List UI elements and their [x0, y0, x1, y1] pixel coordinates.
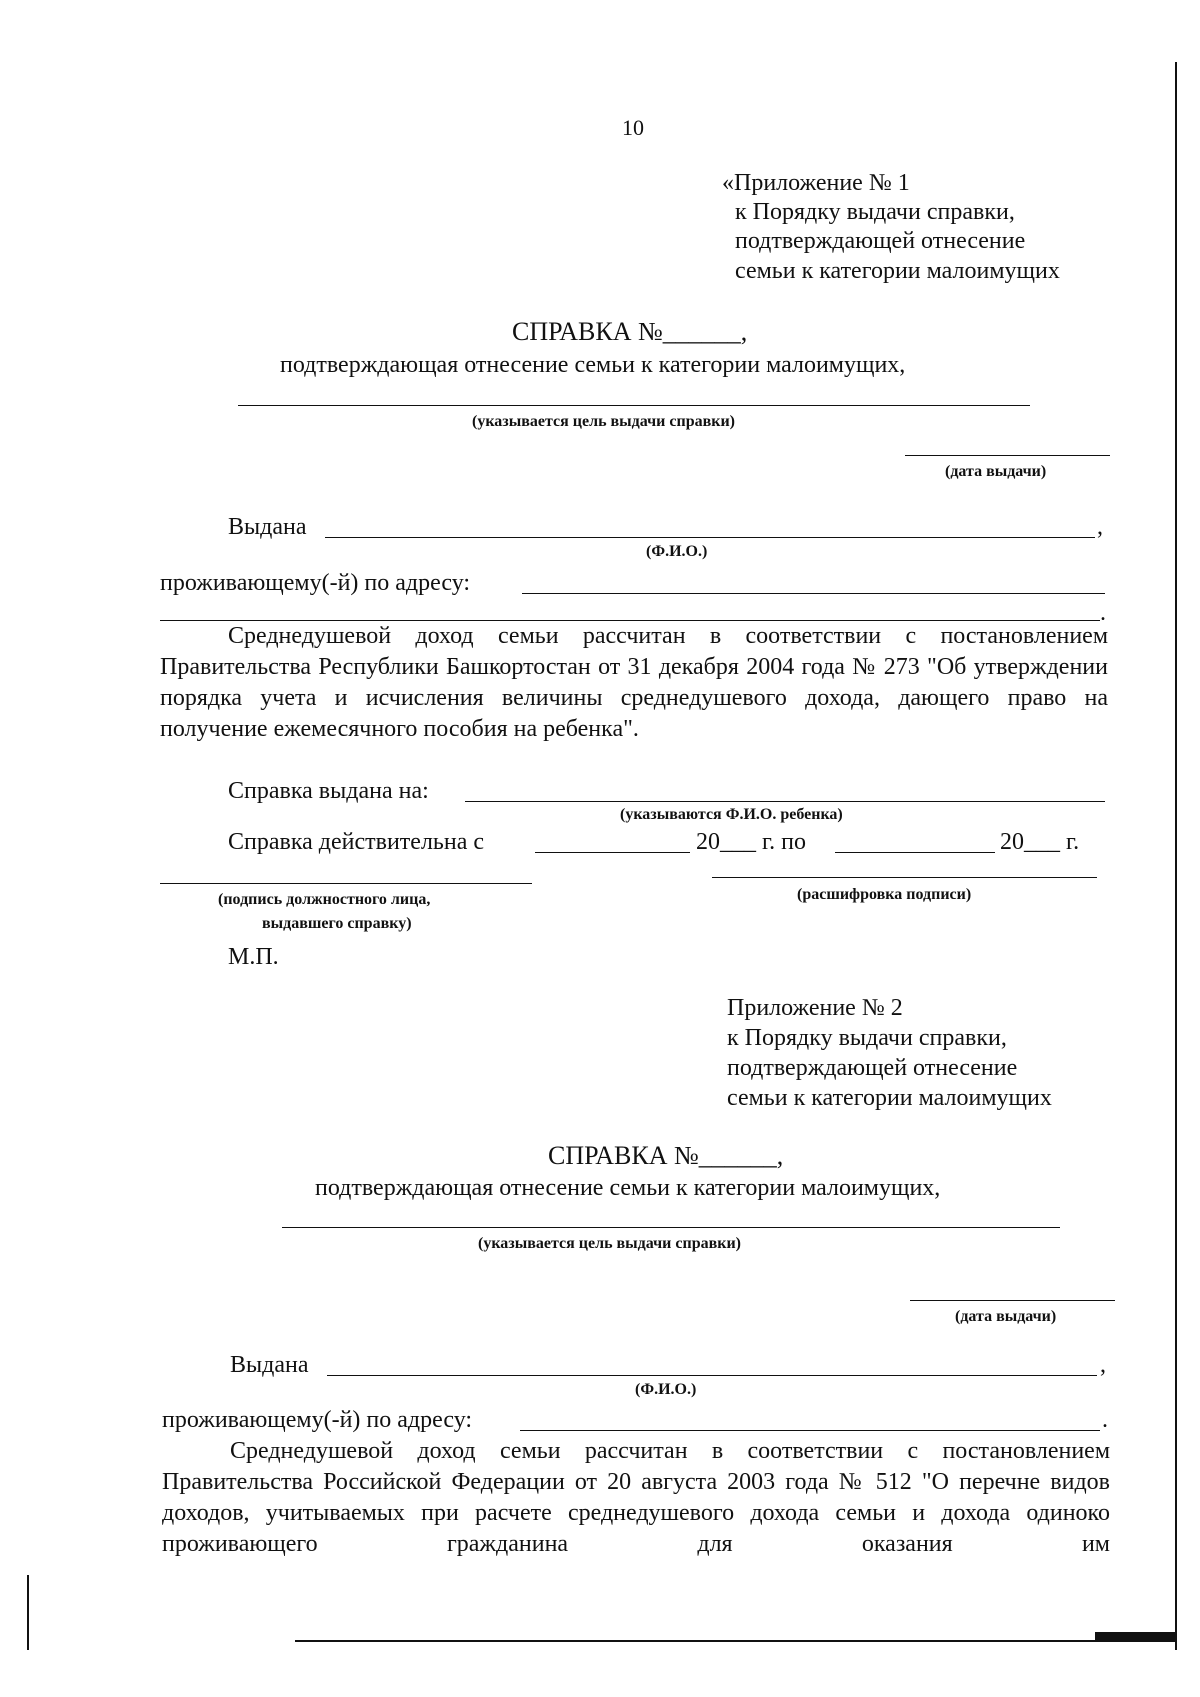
- appendix2-fio-caption: (Ф.И.О.): [635, 1381, 697, 1398]
- appendix1-date-line: [905, 455, 1110, 456]
- appendix1-header-line3: подтверждающей отнесение: [735, 228, 1026, 254]
- appendix2-address-period: .: [1102, 1407, 1108, 1433]
- appendix2-subtitle: подтверждающая отнесение семьи к категории малоимущих,: [315, 1175, 941, 1201]
- appendix1-issued-for-label: Справка выдана на:: [228, 778, 429, 804]
- appendix1-header-line2: к Порядку выдачи справки,: [735, 199, 1015, 225]
- appendix1-valid-label: Справка действительна с: [228, 829, 485, 855]
- appendix1-address-period: .: [1100, 600, 1106, 626]
- left-border-line: [27, 1575, 29, 1650]
- appendix1-stamp: М.П.: [228, 944, 279, 970]
- appendix2-title: СПРАВКА №______,: [548, 1141, 784, 1170]
- appendix2-header-line1: Приложение № 2: [727, 995, 903, 1021]
- appendix1-signature-caption-1: (подпись должностного лица,: [218, 891, 431, 908]
- appendix2-date-caption: (дата выдачи): [955, 1308, 1057, 1325]
- appendix1-income-paragraph: Среднедушевой доход семьи рассчитан в соответствии с постановлением Правительства Республики Башкортостан от 31 декабря 2004 года № 273 "Об утверждении порядка учета и исчисления величины среднедушевого дохода, дающего право на получение ежемесячного пособия на ребенка".: [160, 623, 1108, 742]
- right-border-line: [1175, 62, 1177, 1650]
- appendix2-header-line2: к Порядку выдачи справки,: [727, 1025, 1007, 1051]
- appendix2-header-line3: подтверждающей отнесение: [727, 1055, 1018, 1081]
- bottom-border-line: [295, 1640, 1175, 1642]
- bottom-border-thick: [1095, 1632, 1177, 1641]
- appendix2-header-line4: семьи к категории малоимущих: [727, 1085, 1052, 1111]
- appendix1-issued-label: Выдана: [228, 514, 307, 540]
- appendix2-purpose-caption: (указывается цель выдачи справки): [478, 1235, 741, 1252]
- appendix1-valid-end: 20___ г.: [1000, 829, 1080, 855]
- appendix2-fio-comma: ,: [1100, 1352, 1106, 1378]
- appendix2-purpose-line: [282, 1227, 1060, 1228]
- appendix1-subtitle: подтверждающая отнесение семьи к категории малоимущих,: [280, 352, 906, 378]
- appendix2-address-line: [520, 1430, 1100, 1431]
- appendix1-signature-caption-2: выдавшего справку): [262, 915, 412, 932]
- appendix1-address-label: проживающему(-й) по адресу:: [160, 570, 471, 596]
- appendix2-issued-label: Выдана: [230, 1352, 309, 1378]
- appendix1-address-line1: [522, 593, 1105, 594]
- appendix1-purpose-line: [238, 405, 1030, 406]
- appendix1-fio-caption: (Ф.И.О.): [646, 543, 708, 560]
- appendix1-valid-to-line: [835, 852, 995, 853]
- appendix2-fio-line: [327, 1375, 1097, 1376]
- appendix1-child-caption: (указываются Ф.И.О. ребенка): [620, 806, 843, 823]
- appendix1-signature-line: [160, 883, 532, 884]
- appendix1-decode-caption: (расшифровка подписи): [797, 886, 972, 903]
- appendix1-header-line1: «Приложение № 1: [722, 170, 910, 196]
- appendix2-income-paragraph: Среднедушевой доход семьи рассчитан в соответствии с постановлением Правительства Российской Федерации от 20 августа 2003 года № 512 "О перечне видов доходов, учитываемых при расчете среднедушевого дохода семьи и дохода одиноко проживающего гражданина для оказания им: [162, 1438, 1110, 1557]
- appendix1-fio-line: [325, 537, 1095, 538]
- appendix1-decode-line: [712, 877, 1097, 878]
- appendix2-address-label: проживающему(-й) по адресу:: [162, 1407, 473, 1433]
- appendix1-fio-comma: ,: [1097, 514, 1103, 540]
- page-number: 10: [622, 115, 644, 140]
- appendix1-child-line: [465, 801, 1105, 802]
- appendix1-title: СПРАВКА №______,: [512, 317, 748, 346]
- appendix1-valid-from-line: [535, 852, 690, 853]
- appendix1-valid-mid: 20___ г. по: [696, 829, 806, 855]
- appendix1-date-caption: (дата выдачи): [945, 463, 1047, 480]
- appendix2-date-line: [910, 1300, 1115, 1301]
- appendix1-header-line4: семьи к категории малоимущих: [735, 258, 1060, 284]
- appendix1-purpose-caption: (указывается цель выдачи справки): [472, 413, 735, 430]
